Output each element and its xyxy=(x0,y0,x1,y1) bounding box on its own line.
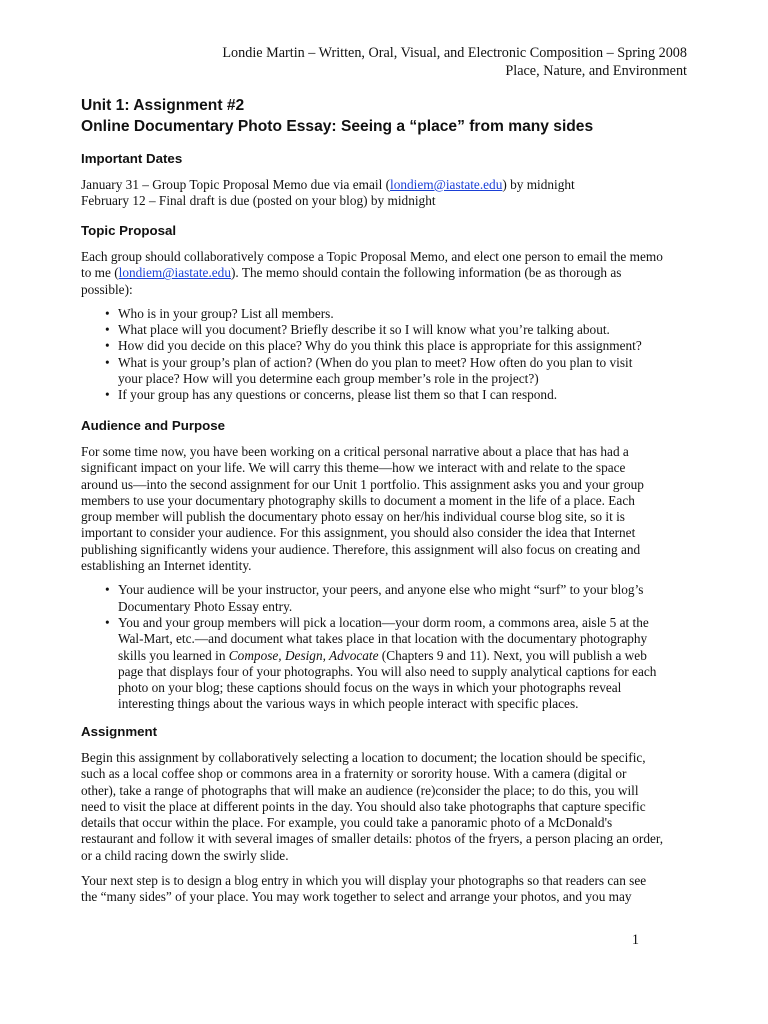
book-title: Compose, Design, Advocate xyxy=(228,647,379,663)
list-item: • Who is in your group? List all members. xyxy=(81,306,687,322)
topic-proposal-paragraph xyxy=(81,249,687,298)
assignment-section xyxy=(81,724,687,906)
email-link[interactable]: londiem@iastate.edu xyxy=(118,265,231,281)
list-item-line xyxy=(118,648,687,664)
page-number: 1 xyxy=(631,932,639,948)
topic-proposal-heading: Topic Proposal xyxy=(81,223,177,238)
header-course-line: Londie Martin – Written, Oral, Visual, and Electronic Composition – Spring 2008 xyxy=(222,45,687,61)
paragraph-line: details that occur within the place. For example, you could take a panoramic photo of a McDonald's xyxy=(81,815,613,831)
paragraph-line: restaurant and follow it with several images of smaller details: photos of the fryers, a person placing an order, xyxy=(81,831,664,847)
list-item-line: Wal-Mart, etc.—and document what takes place in that location with the documentary photography xyxy=(118,631,648,647)
list-item-text: (Chapters 9 and 11). Next, you will publish a web xyxy=(378,647,647,663)
topic-proposal-list xyxy=(81,306,687,404)
paragraph-line: need to visit the place at different points in the day. You should also take photographs that capture specific xyxy=(81,798,646,814)
list-item-line: Documentary Photo Essay entry. xyxy=(118,598,293,614)
list-item-line: • You and your group members will pick a location—your dorm room, a commons area, aisle 5 at the xyxy=(118,614,649,630)
email-link[interactable]: londiem@iastate.edu xyxy=(390,177,503,192)
list-item-line: photo on your blog; these captions should focus on the ways in which your photographs reveal xyxy=(118,680,622,696)
audience-heading: Audience and Purpose xyxy=(81,418,226,433)
date-line-jan31 xyxy=(81,177,687,193)
list-item-line: interesting things about the various ways in which people interact with specific places. xyxy=(118,696,579,712)
header-theme-line: Place, Nature, and Environment xyxy=(505,62,687,79)
paragraph-line: other), take a range of photographs that will make an audience (re)consider the place; to do this, you will xyxy=(81,782,639,798)
list-item xyxy=(81,355,687,388)
audience-list xyxy=(81,582,687,712)
paragraph-line: significant impact on your life. We will carry this theme—how we interact with and relate to the space xyxy=(81,460,626,476)
date-line-feb12: February 12 – Final draft is due (posted on your blog) by midnight xyxy=(81,193,436,209)
list-item-line: your place? How will you determine each group member’s role in the project?) xyxy=(118,371,539,387)
paragraph-text: ). The memo should contain the following information (be as thorough as xyxy=(230,265,622,281)
audience-paragraph xyxy=(81,444,687,574)
paragraph-line: group member will publish the documentary photo essay on her/his individual course blog site, so it is xyxy=(81,509,625,525)
paragraph-line: such as a local coffee shop or commons area in a fraternity or sorority house. With a camera (digital or xyxy=(81,766,627,782)
paragraph-line: around us—into the second assignment for our Unit 1 portfolio. This assignment asks you and your group xyxy=(81,476,644,492)
paragraph-line: possible): xyxy=(81,281,133,297)
list-item xyxy=(81,582,687,615)
title-unit: Unit 1: Assignment #2 xyxy=(81,97,245,114)
list-item: • If your group has any questions or concerns, please list them so that I can respond. xyxy=(81,387,687,403)
paragraph-text: to me ( xyxy=(81,265,119,281)
audience-section xyxy=(81,418,687,713)
title-assignment: Online Documentary Photo Essay: Seeing a “place” from many sides xyxy=(81,117,594,135)
assignment-heading: Assignment xyxy=(81,724,158,739)
date-jan31-text: January 31 – Group Topic Proposal Memo due via email ( xyxy=(81,177,391,192)
list-item xyxy=(81,615,687,713)
paragraph-line: publishing significantly widens your audience. Therefore, this assignment will also focus on creating and xyxy=(81,541,641,557)
page-header xyxy=(222,45,687,80)
document-title xyxy=(81,96,687,137)
topic-proposal-section xyxy=(81,223,687,404)
list-item: • What place will you document? Briefly describe it so I will know what you’re talking about. xyxy=(81,322,687,338)
list-item-line: • Your audience will be your instructor, your peers, and anyone else who might “surf” to your blog’s xyxy=(118,582,644,598)
assignment-paragraph-1 xyxy=(81,750,687,864)
list-item: • How did you decide on this place? Why do you think this place is appropriate for this assignment? xyxy=(81,338,687,354)
important-dates-heading: Important Dates xyxy=(81,151,183,166)
paragraph-line: members to use your documentary photography skills to document a moment in the life of a place. Each xyxy=(81,492,635,508)
important-dates-section xyxy=(81,151,687,210)
paragraph-line: establishing an Internet identity. xyxy=(81,558,252,574)
paragraph-line: or a child racing down the swirly slide. xyxy=(81,847,289,863)
paragraph-line xyxy=(81,265,687,281)
list-item-line: • What is your group’s plan of action? (When do you plan to meet? How often do you plan to visit xyxy=(118,354,633,370)
paragraph-line: For some time now, you have been working on a critical personal narrative about a place that has had a xyxy=(81,444,629,459)
list-item-text: skills you learned in xyxy=(118,647,229,663)
list-item-line: page that displays four of your photographs. You will also need to supply analytical captions for each xyxy=(118,663,657,679)
paragraph-line: important to consider your audience. For this assignment, you should also consider the idea that Internet xyxy=(81,525,636,541)
assignment-paragraph-2 xyxy=(81,873,687,906)
paragraph-line: the “many sides” of your place. You may work together to select and arrange your photos, and you may xyxy=(81,889,632,905)
paragraph-line: Each group should collaboratively compose a Topic Proposal Memo, and elect one person to email the memo xyxy=(81,249,663,264)
paragraph-line: Your next step is to design a blog entry in which you will display your photographs so that readers can see xyxy=(81,873,647,889)
paragraph-line: Begin this assignment by collaboratively selecting a location to document; the location should be specific, xyxy=(81,750,646,765)
date-jan31-suffix: ) by midnight xyxy=(502,177,575,192)
